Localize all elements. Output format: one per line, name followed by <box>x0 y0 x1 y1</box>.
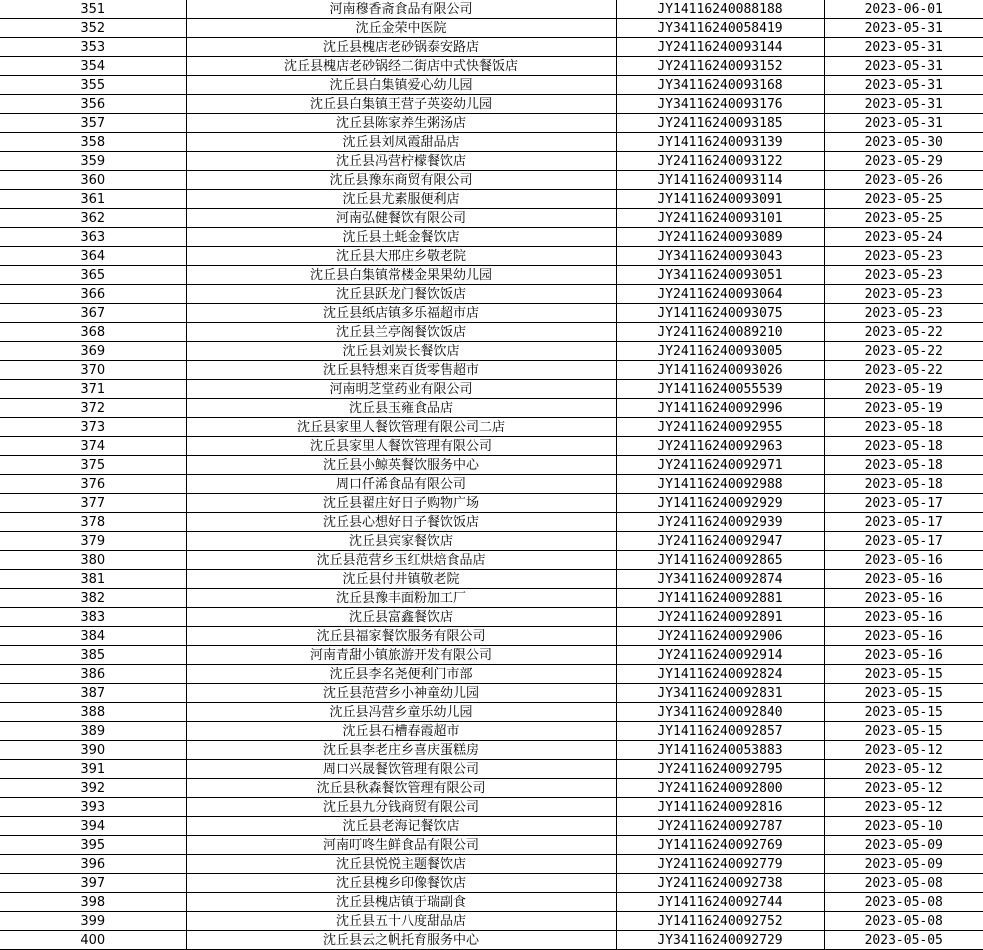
cell-business-name: 沈丘县九分钱商贸有限公司 <box>186 798 616 817</box>
cell-business-name: 沈丘县豫东商贸有限公司 <box>186 171 616 190</box>
cell-license-number: JY14116240092988 <box>616 475 824 494</box>
table-row <box>0 798 983 817</box>
cell-row-number: 388 <box>0 703 186 722</box>
cell-business-name: 河南穆香斋食品有限公司 <box>186 0 616 19</box>
table-row <box>0 209 983 228</box>
table-row <box>0 57 983 76</box>
cell-row-number: 352 <box>0 19 186 38</box>
cell-license-number: JY14116240092865 <box>616 551 824 570</box>
cell-row-number: 378 <box>0 513 186 532</box>
cell-row-number: 397 <box>0 874 186 893</box>
table-row <box>0 551 983 570</box>
cell-issue-date: 2023-05-31 <box>824 38 983 57</box>
cell-business-name: 沈丘县家里人餐饮管理有限公司 <box>186 437 616 456</box>
cell-row-number: 358 <box>0 133 186 152</box>
cell-business-name: 沈丘县老海记餐饮店 <box>186 817 616 836</box>
table-row <box>0 114 983 133</box>
cell-license-number: JY24116240093185 <box>616 114 824 133</box>
cell-issue-date: 2023-05-31 <box>824 19 983 38</box>
table-row <box>0 779 983 798</box>
cell-row-number: 383 <box>0 608 186 627</box>
cell-business-name: 沈丘县石槽春霞超市 <box>186 722 616 741</box>
cell-license-number: JY14116240092881 <box>616 589 824 608</box>
cell-issue-date: 2023-05-23 <box>824 247 983 266</box>
cell-business-name: 沈丘县悦悦主题餐饮店 <box>186 855 616 874</box>
cell-row-number: 381 <box>0 570 186 589</box>
table-row <box>0 456 983 475</box>
cell-business-name: 沈丘县心想好日子餐饮饭店 <box>186 513 616 532</box>
cell-row-number: 379 <box>0 532 186 551</box>
cell-row-number: 376 <box>0 475 186 494</box>
cell-row-number: 398 <box>0 893 186 912</box>
cell-issue-date: 2023-06-01 <box>824 0 983 19</box>
cell-business-name: 沈丘县秋森餐饮管理有限公司 <box>186 779 616 798</box>
cell-row-number: 365 <box>0 266 186 285</box>
cell-business-name: 河南弘健餐饮有限公司 <box>186 209 616 228</box>
cell-row-number: 370 <box>0 361 186 380</box>
cell-issue-date: 2023-05-23 <box>824 304 983 323</box>
cell-license-number: JY34116240093043 <box>616 247 824 266</box>
cell-business-name: 沈丘县冯营柠檬餐饮店 <box>186 152 616 171</box>
table-row <box>0 513 983 532</box>
cell-issue-date: 2023-05-29 <box>824 152 983 171</box>
cell-issue-date: 2023-05-16 <box>824 570 983 589</box>
table-row <box>0 171 983 190</box>
cell-business-name: 沈丘县范营乡小神童幼儿园 <box>186 684 616 703</box>
cell-business-name: 沈丘县白集镇王营子英姿幼儿园 <box>186 95 616 114</box>
cell-row-number: 359 <box>0 152 186 171</box>
cell-license-number: JY24116240092891 <box>616 608 824 627</box>
cell-business-name: 沈丘县刘炭长餐饮店 <box>186 342 616 361</box>
table-row <box>0 703 983 722</box>
cell-license-number: JY34116240093168 <box>616 76 824 95</box>
cell-business-name: 周口仟浠食品有限公司 <box>186 475 616 494</box>
table-row <box>0 855 983 874</box>
cell-license-number: JY14116240093075 <box>616 304 824 323</box>
cell-license-number: JY14116240092929 <box>616 494 824 513</box>
cell-license-number: JY24116240092914 <box>616 646 824 665</box>
cell-row-number: 393 <box>0 798 186 817</box>
table-row <box>0 836 983 855</box>
cell-row-number: 399 <box>0 912 186 931</box>
table-row <box>0 475 983 494</box>
cell-issue-date: 2023-05-17 <box>824 513 983 532</box>
cell-business-name: 沈丘县付井镇敬老院 <box>186 570 616 589</box>
cell-business-name: 沈丘县尤素服便利店 <box>186 190 616 209</box>
cell-issue-date: 2023-05-25 <box>824 209 983 228</box>
cell-row-number: 384 <box>0 627 186 646</box>
cell-business-name: 沈丘县五十八度甜品店 <box>186 912 616 931</box>
cell-row-number: 360 <box>0 171 186 190</box>
table-row <box>0 76 983 95</box>
cell-row-number: 361 <box>0 190 186 209</box>
cell-license-number: JY24116240092939 <box>616 513 824 532</box>
cell-issue-date: 2023-05-31 <box>824 57 983 76</box>
cell-business-name: 沈丘县玉雍食品店 <box>186 399 616 418</box>
cell-business-name: 沈丘县大邢庄乡敬老院 <box>186 247 616 266</box>
cell-license-number: JY24116240093089 <box>616 228 824 247</box>
cell-license-number: JY24116240093152 <box>616 57 824 76</box>
table-row <box>0 627 983 646</box>
cell-row-number: 354 <box>0 57 186 76</box>
cell-issue-date: 2023-05-30 <box>824 133 983 152</box>
cell-row-number: 355 <box>0 76 186 95</box>
cell-issue-date: 2023-05-19 <box>824 380 983 399</box>
table-row <box>0 418 983 437</box>
cell-issue-date: 2023-05-16 <box>824 646 983 665</box>
cell-license-number: JY34116240092831 <box>616 684 824 703</box>
cell-issue-date: 2023-05-10 <box>824 817 983 836</box>
cell-row-number: 390 <box>0 741 186 760</box>
table-row <box>0 589 983 608</box>
cell-row-number: 395 <box>0 836 186 855</box>
table-row <box>0 912 983 931</box>
cell-issue-date: 2023-05-08 <box>824 912 983 931</box>
cell-row-number: 400 <box>0 931 186 950</box>
cell-issue-date: 2023-05-15 <box>824 703 983 722</box>
cell-license-number: JY24116240093064 <box>616 285 824 304</box>
table-row <box>0 532 983 551</box>
cell-row-number: 380 <box>0 551 186 570</box>
cell-business-name: 沈丘县槐店镇于瑞副食 <box>186 893 616 912</box>
cell-issue-date: 2023-05-19 <box>824 399 983 418</box>
table-row <box>0 266 983 285</box>
cell-issue-date: 2023-05-17 <box>824 532 983 551</box>
cell-row-number: 363 <box>0 228 186 247</box>
cell-license-number: JY24116240093005 <box>616 342 824 361</box>
cell-license-number: JY14116240092744 <box>616 893 824 912</box>
cell-row-number: 396 <box>0 855 186 874</box>
table-row <box>0 608 983 627</box>
table-row <box>0 380 983 399</box>
cell-business-name: 沈丘县宾家餐饮店 <box>186 532 616 551</box>
cell-issue-date: 2023-05-31 <box>824 76 983 95</box>
table-row <box>0 931 983 950</box>
cell-issue-date: 2023-05-05 <box>824 931 983 950</box>
table-row <box>0 722 983 741</box>
cell-license-number: JY14116240092824 <box>616 665 824 684</box>
cell-business-name: 沈丘县刘凤霞甜品店 <box>186 133 616 152</box>
cell-business-name: 沈丘县福家餐饮服务有限公司 <box>186 627 616 646</box>
cell-business-name: 河南叮咚生鲜食品有限公司 <box>186 836 616 855</box>
cell-business-name: 沈丘县李老庄乡喜庆蛋糕房 <box>186 741 616 760</box>
cell-issue-date: 2023-05-08 <box>824 893 983 912</box>
cell-license-number: JY34116240092874 <box>616 570 824 589</box>
cell-issue-date: 2023-05-16 <box>824 589 983 608</box>
cell-business-name: 沈丘县家里人餐饮管理有限公司二店 <box>186 418 616 437</box>
cell-row-number: 374 <box>0 437 186 456</box>
table-row <box>0 684 983 703</box>
cell-row-number: 357 <box>0 114 186 133</box>
cell-business-name: 沈丘县陈家养生粥汤店 <box>186 114 616 133</box>
cell-row-number: 351 <box>0 0 186 19</box>
table-row <box>0 304 983 323</box>
cell-license-number: JY24116240092971 <box>616 456 824 475</box>
cell-issue-date: 2023-05-18 <box>824 475 983 494</box>
table-row <box>0 190 983 209</box>
cell-business-name: 沈丘县兰亭阁餐饮饭店 <box>186 323 616 342</box>
cell-license-number: JY34116240093176 <box>616 95 824 114</box>
cell-issue-date: 2023-05-16 <box>824 608 983 627</box>
cell-issue-date: 2023-05-16 <box>824 551 983 570</box>
cell-row-number: 371 <box>0 380 186 399</box>
cell-business-name: 沈丘县白集镇常楼金果果幼儿园 <box>186 266 616 285</box>
cell-issue-date: 2023-05-18 <box>824 418 983 437</box>
cell-issue-date: 2023-05-23 <box>824 285 983 304</box>
cell-issue-date: 2023-05-12 <box>824 798 983 817</box>
cell-row-number: 377 <box>0 494 186 513</box>
table-row <box>0 228 983 247</box>
cell-row-number: 391 <box>0 760 186 779</box>
cell-license-number: JY24116240092947 <box>616 532 824 551</box>
cell-business-name: 沈丘县翟庄好日子购物广场 <box>186 494 616 513</box>
cell-license-number: JY14116240092752 <box>616 912 824 931</box>
cell-license-number: JY14116240055539 <box>616 380 824 399</box>
cell-row-number: 387 <box>0 684 186 703</box>
cell-license-number: JY24116240092800 <box>616 779 824 798</box>
cell-license-number: JY34116240058419 <box>616 19 824 38</box>
cell-license-number: JY14116240093091 <box>616 190 824 209</box>
cell-row-number: 382 <box>0 589 186 608</box>
cell-business-name: 沈丘金荣中医院 <box>186 19 616 38</box>
cell-row-number: 394 <box>0 817 186 836</box>
cell-license-number: JY24116240092738 <box>616 874 824 893</box>
cell-business-name: 沈丘县纸店镇多乐福超市店 <box>186 304 616 323</box>
cell-issue-date: 2023-05-22 <box>824 323 983 342</box>
table-row <box>0 874 983 893</box>
table-row <box>0 817 983 836</box>
table-row <box>0 133 983 152</box>
cell-row-number: 356 <box>0 95 186 114</box>
cell-row-number: 386 <box>0 665 186 684</box>
cell-issue-date: 2023-05-22 <box>824 361 983 380</box>
cell-license-number: JY24116240089210 <box>616 323 824 342</box>
table-row <box>0 665 983 684</box>
cell-issue-date: 2023-05-12 <box>824 760 983 779</box>
cell-row-number: 353 <box>0 38 186 57</box>
cell-issue-date: 2023-05-12 <box>824 779 983 798</box>
cell-license-number: JY24116240092963 <box>616 437 824 456</box>
table-row <box>0 247 983 266</box>
cell-issue-date: 2023-05-17 <box>824 494 983 513</box>
cell-license-number: JY24116240093122 <box>616 152 824 171</box>
cell-row-number: 369 <box>0 342 186 361</box>
cell-business-name: 河南青甜小镇旅游开发有限公司 <box>186 646 616 665</box>
cell-business-name: 沈丘县富鑫餐饮店 <box>186 608 616 627</box>
cell-row-number: 366 <box>0 285 186 304</box>
cell-license-number: JY14116240092816 <box>616 798 824 817</box>
cell-license-number: JY24116240092906 <box>616 627 824 646</box>
table-row <box>0 19 983 38</box>
cell-issue-date: 2023-05-31 <box>824 95 983 114</box>
cell-issue-date: 2023-05-23 <box>824 266 983 285</box>
cell-license-number: JY14116240092769 <box>616 836 824 855</box>
cell-license-number: JY14116240093026 <box>616 361 824 380</box>
table-row <box>0 437 983 456</box>
cell-business-name: 沈丘县冯营乡童乐幼儿园 <box>186 703 616 722</box>
cell-business-name: 沈丘县槐店老砂锅泰安路店 <box>186 38 616 57</box>
cell-business-name: 沈丘县土蚝金餐饮店 <box>186 228 616 247</box>
cell-license-number: JY14116240088188 <box>616 0 824 19</box>
table-row <box>0 152 983 171</box>
cell-business-name: 沈丘县云之帆托育服务中心 <box>186 931 616 950</box>
cell-license-number: JY14116240053883 <box>616 741 824 760</box>
cell-issue-date: 2023-05-22 <box>824 342 983 361</box>
cell-issue-date: 2023-05-31 <box>824 114 983 133</box>
table-row <box>0 893 983 912</box>
cell-business-name: 沈丘县范营乡玉红烘焙食品店 <box>186 551 616 570</box>
table-row <box>0 570 983 589</box>
cell-row-number: 392 <box>0 779 186 798</box>
cell-issue-date: 2023-05-15 <box>824 722 983 741</box>
cell-business-name: 沈丘县槐店老砂锅经二街店中式快餐饭店 <box>186 57 616 76</box>
cell-license-number: JY14116240093114 <box>616 171 824 190</box>
cell-row-number: 389 <box>0 722 186 741</box>
cell-business-name: 周口兴晟餐饮管理有限公司 <box>186 760 616 779</box>
cell-issue-date: 2023-05-25 <box>824 190 983 209</box>
cell-issue-date: 2023-05-24 <box>824 228 983 247</box>
cell-row-number: 364 <box>0 247 186 266</box>
cell-business-name: 沈丘县小鲸英餐饮服务中心 <box>186 456 616 475</box>
table-row <box>0 342 983 361</box>
cell-row-number: 368 <box>0 323 186 342</box>
cell-issue-date: 2023-05-18 <box>824 437 983 456</box>
cell-license-number: JY24116240092779 <box>616 855 824 874</box>
table-row <box>0 399 983 418</box>
cell-license-number: JY34116240093051 <box>616 266 824 285</box>
cell-issue-date: 2023-05-18 <box>824 456 983 475</box>
cell-business-name: 沈丘县特想来百货零售超市 <box>186 361 616 380</box>
cell-row-number: 362 <box>0 209 186 228</box>
cell-license-number: JY24116240093101 <box>616 209 824 228</box>
cell-license-number: JY24116240092795 <box>616 760 824 779</box>
table-row <box>0 38 983 57</box>
cell-business-name: 沈丘县豫丰面粉加工厂 <box>186 589 616 608</box>
table-row <box>0 0 983 19</box>
table-row <box>0 285 983 304</box>
cell-issue-date: 2023-05-15 <box>824 665 983 684</box>
cell-license-number: JY34116240092729 <box>616 931 824 950</box>
cell-business-name: 沈丘县跃龙门餐饮饭店 <box>186 285 616 304</box>
cell-license-number: JY24116240093144 <box>616 38 824 57</box>
cell-business-name: 沈丘县白集镇爱心幼儿园 <box>186 76 616 95</box>
cell-row-number: 372 <box>0 399 186 418</box>
cell-license-number: JY14116240093139 <box>616 133 824 152</box>
cell-business-name: 河南明芝堂药业有限公司 <box>186 380 616 399</box>
cell-issue-date: 2023-05-08 <box>824 874 983 893</box>
cell-issue-date: 2023-05-26 <box>824 171 983 190</box>
cell-issue-date: 2023-05-15 <box>824 684 983 703</box>
cell-business-name: 沈丘县李名尧便利门市部 <box>186 665 616 684</box>
cell-issue-date: 2023-05-16 <box>824 627 983 646</box>
cell-business-name: 沈丘县槐乡印像餐饮店 <box>186 874 616 893</box>
table-row <box>0 646 983 665</box>
cell-row-number: 385 <box>0 646 186 665</box>
cell-row-number: 367 <box>0 304 186 323</box>
cell-license-number: JY34116240092840 <box>616 703 824 722</box>
cell-license-number: JY14116240092857 <box>616 722 824 741</box>
cell-row-number: 375 <box>0 456 186 475</box>
cell-license-number: JY24116240092955 <box>616 418 824 437</box>
cell-issue-date: 2023-05-09 <box>824 836 983 855</box>
table-row <box>0 361 983 380</box>
table-row <box>0 494 983 513</box>
table-row <box>0 323 983 342</box>
cell-issue-date: 2023-05-09 <box>824 855 983 874</box>
table-row <box>0 760 983 779</box>
table-row <box>0 741 983 760</box>
cell-issue-date: 2023-05-12 <box>824 741 983 760</box>
table-row <box>0 95 983 114</box>
cell-row-number: 373 <box>0 418 186 437</box>
cell-license-number: JY24116240092787 <box>616 817 824 836</box>
cell-license-number: JY14116240092996 <box>616 399 824 418</box>
